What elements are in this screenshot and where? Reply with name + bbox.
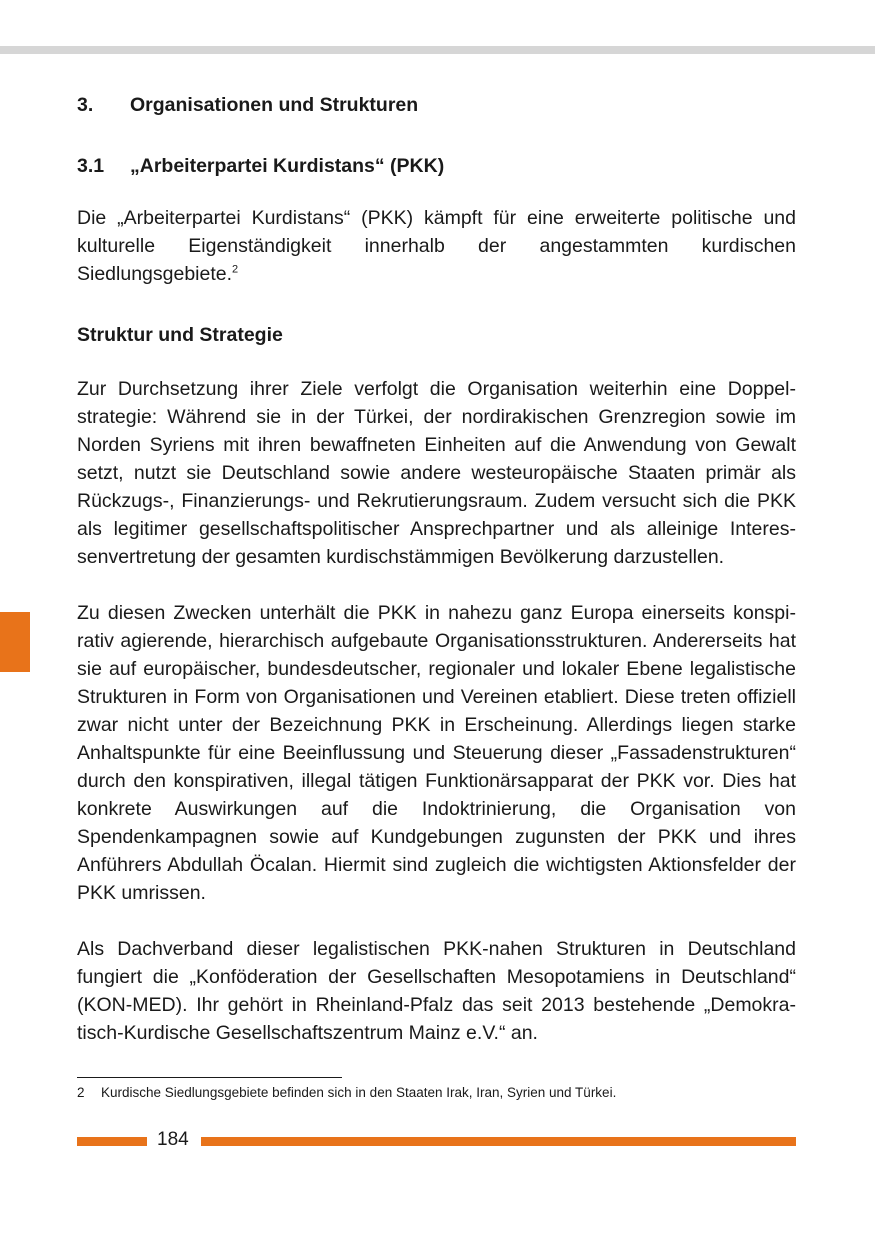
section-heading xyxy=(77,94,796,117)
subsection-title: „Arbeiterpartei Kurdistans“ (PKK) xyxy=(130,155,445,177)
body-paragraph: Als Dachverband dieser legalistischen PKK-nahen Strukturen in Deutschland fungiert die „Konföderation der Gesellschaften Mesopotamiens in Deutschland“ (KON-MED). Ihr gehört in Rheinland-Pfalz das seit 2013 bestehende „Demokratisch-Kurdische Gesellschaftszentrum Mainz e.V.“ an. xyxy=(77,938,796,1044)
footnote-number: 2 xyxy=(77,1085,85,1100)
section-number: 3. xyxy=(77,94,94,116)
footnote-text: Kurdische Siedlungsgebiete befinden sich in den Staaten Irak, Iran, Syrien und Türkei. xyxy=(101,1085,617,1100)
body-paragraph: Zu diesen Zwecken unterhält die PKK in nahezu ganz Europa einerseits konspirativ agierende, hierarchisch aufgebaute Organisationsstrukturen. Andererseits hat sie auf europäischer, bundesdeutscher, regionaler und lokaler Ebene legalistische Strukturen in Form von Organisationen und Vereinen etabliert. Diese treten offiziell zwar nicht unter der Bezeichnung PKK in Erscheinung. Allerdings liegen starke Anhaltspunkte für eine Beeinflussung und Steuerung dieser „Fassadenstrukturen“ durch den konspirativen, illegal tätigen Funktionärsapparat der PKK vor. Dies hat konkrete Auswirkungen auf die Indoktrinierung, die Organisation von Spendenkampagnen sowie auf Kundgebungen zugunsten der PKK und ihres Anführers Abdullah Öcalan. Hiermit sind zugleich die wichtigsten Aktionsfelder der PKK umrissen. xyxy=(77,602,796,904)
subsection-number: 3.1 xyxy=(77,155,105,177)
footer-bar-left xyxy=(77,1137,147,1146)
footer-bar-right xyxy=(201,1137,796,1146)
page-number: 184 xyxy=(157,1129,189,1150)
page-footer xyxy=(77,1129,796,1153)
chapter-marker-tab xyxy=(0,612,30,672)
subheading: Struktur und Strategie xyxy=(77,324,283,346)
subsection-heading xyxy=(77,155,796,178)
intro-text: Die „Arbeiterpartei Kurdistans“ (PKK) kämpft für eine erweiterte politische und kulturelle Eigenständigkeit innerhalb der angestammten kurdischen Siedlungsgebiete. xyxy=(77,207,796,285)
footnote-reference: 2 xyxy=(232,263,239,276)
intro-paragraph xyxy=(77,204,796,288)
top-rule xyxy=(0,46,875,54)
footnote xyxy=(77,1085,796,1100)
section-title: Organisationen und Strukturen xyxy=(130,94,419,116)
footnote-divider xyxy=(77,1077,342,1078)
page-content xyxy=(77,90,796,1047)
body-paragraph: Zur Durchsetzung ihrer Ziele verfolgt die Organisation weiterhin eine Doppelstrategie: Während sie in der Türkei, der nordirakischen Grenzregion sowie im Norden Syriens mit ihren bewaffneten Einheiten auf die Anwendung von Gewalt setzt, nutzt sie Deutschland sowie andere westeuropäische Staaten primär als Rückzugs-, Finanzierungs- und Rekrutierungsraum. Zudem versucht sich die PKK als legitimer gesellschaftspolitischer Ansprechpartner und als alleinige Interessenvertretung der gesamten kurdischstämmigen Bevölkerung darzustellen. xyxy=(77,378,796,568)
